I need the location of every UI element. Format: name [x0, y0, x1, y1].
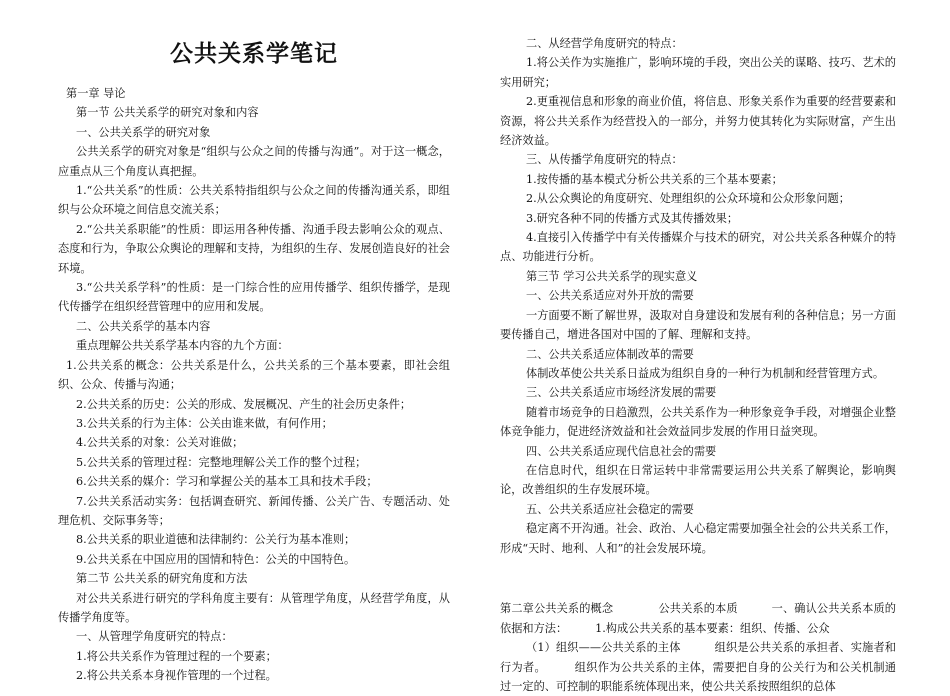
text-paragraph: 5.公共关系的管理过程：完整地理解公关工作的整个过程；	[76, 455, 367, 469]
text-paragraph: 四、公共关系适应现代信息社会的需要	[526, 444, 717, 458]
text-paragraph: 第二节 公共关系的研究角度和方法	[76, 572, 248, 586]
right-column	[500, 0, 896, 696]
text-paragraph: 2.将公共关系本身视作管理的一个过程。	[76, 669, 277, 683]
right-column-text	[500, 34, 896, 696]
text-paragraph: 对公共关系进行研究的学科角度主要有：从管理学角度，从经营学角度，从传播学角度等。	[58, 591, 450, 624]
text-paragraph: 一、公共关系适应对外开放的需要	[526, 289, 694, 303]
text-paragraph: 7.公共关系活动实务：包括调查研究、新闻传播、公关广告、专题活动、处理危机、交际事务等；	[58, 494, 450, 527]
text-paragraph: 公共关系学的研究对象是“组织与公众之间的传播与沟通”。对于这一概念，应重点从三个角度认真把握。	[58, 145, 450, 178]
text-paragraph: 2.“公共关系职能”的性质：即运用各种传播、沟通手段去影响公众的观点、态度和行为，争取公众舆论的理解和支持，为组织的生存、发展创造良好的社会环境。	[58, 222, 450, 275]
text-paragraph: 1.“公共关系”的性质：公共关系特指组织与公众之间的传播沟通关系，即组织与公众环境之间信息交流关系；	[58, 184, 450, 217]
text-paragraph: 二、公共关系适应体制改革的需要	[526, 347, 694, 361]
text-paragraph: 1.按传播的基本模式分析公共关系的三个基本要素；	[526, 172, 783, 186]
text-paragraph: 8.公共关系的职业道德和法律制约：公关行为基本准则；	[76, 533, 356, 547]
text-paragraph: 一、从管理学角度研究的特点：	[76, 630, 233, 644]
text-paragraph: 一方面要不断了解世界，汲取对自身建设和发展有利的各种信息；另一方面要传播自己，增进各国对中国的了解、理解和支持。	[500, 308, 896, 342]
text-paragraph: 9.公共关系在中国应用的国情和特色：公关的中国特色。	[76, 552, 356, 566]
text-paragraph: 三、公共关系适应市场经济发展的需要	[526, 386, 717, 400]
text-paragraph: 2.更重视信息和形象的商业价值，将信息、形象关系作为重要的经营要素和资源，将公共关系作为经营投入的一部分，并努力使其转化为实际财富，产生出经济效益。	[500, 95, 896, 148]
left-column-text	[58, 84, 450, 686]
text-paragraph: 在信息时代，组织在日常运转中非常需要运用公共关系了解舆论，影响舆论，改善组织的生存发展环境。	[500, 463, 896, 497]
paragraph-spacer	[500, 569, 896, 588]
text-paragraph: 第三节 学习公共关系学的现实意义	[526, 269, 698, 283]
text-paragraph: 三、从传播学角度研究的特点：	[526, 153, 683, 167]
text-paragraph: 2.公共关系的历史：公关的形成、发展概况、产生的社会历史条件；	[76, 397, 412, 411]
text-paragraph: 1.公共关系的概念：公共关系是什么，公共关系的三个基本要素，即社会组织、公众、传播与沟通；	[58, 358, 450, 392]
text-paragraph: 第二章公共关系的概念 公共关系的本质 一、确认公共关系本质的依据和方法： 1.构成公共关系的基本要素：组织、传播、公众	[500, 602, 896, 635]
text-paragraph: 4.公共关系的对象：公关对谁做；	[76, 436, 244, 450]
text-paragraph: 4.直接引入传播学中有关传播媒介与技术的研究，对公共关系各种媒介的特点、功能进行分析。	[500, 231, 896, 264]
text-paragraph: 第一章 导论	[66, 87, 126, 100]
text-paragraph: 五、公共关系适应社会稳定的需要	[526, 502, 694, 516]
text-paragraph: 二、从经营学角度研究的特点：	[526, 37, 683, 50]
text-paragraph: 3.公共关系的行为主体：公关由谁来做，有何作用；	[76, 416, 333, 430]
text-paragraph: 3.“公共关系学科”的性质：是一门综合性的应用传播学、组织传播学，是现代传播学在组织经营管理中的应用和发展。	[58, 281, 450, 314]
text-paragraph: 二、公共关系学的基本内容	[76, 319, 211, 333]
text-paragraph: 1.将公关作为实施推广，影响环境的手段，突出公关的谋略、技巧、艺术的实用研究；	[500, 56, 896, 89]
text-paragraph: 1.将公共关系作为管理过程的一个要素；	[76, 649, 277, 663]
left-column	[58, 0, 450, 686]
text-paragraph: 6.公共关系的媒介：学习和掌握公关的基本工具和技术手段；	[76, 475, 378, 489]
text-paragraph: （1）组织——公共关系的主体 组织是公共关系的承担者、实施者和行为者。 组织作为公共关系的主体，需要把自身的公关行为和公关机制通过一定的、可控制的职能系统体现出来，使公共关系按照组织的总体	[500, 641, 896, 693]
text-paragraph: 重点理解公共关系学基本内容的九个方面：	[76, 339, 289, 353]
text-paragraph: 稳定离不开沟通。社会、政治、人心稳定需要加强全社会的公共关系工作，形成“天时、地利、人和”的社会发展环境。	[500, 522, 896, 555]
text-paragraph: 随着市场竞争的日趋激烈，公共关系作为一种形象竞争手段，对增强企业整体竞争能力，促进经济效益和社会效益同步发展的作用日益突现。	[500, 405, 896, 439]
text-paragraph: 第一节 公共关系学的研究对象和内容	[76, 106, 259, 120]
text-paragraph: 一、公共关系学的研究对象	[76, 125, 211, 139]
text-paragraph: 体制改革使公共关系日益成为组织自身的一种行为机制和经营管理方式。	[526, 366, 885, 380]
text-paragraph: 3.研究各种不同的传播方式及其传播效果；	[526, 211, 739, 225]
text-paragraph: 2.从公众舆论的角度研究、处理组织的公众环境和公众形象问题；	[526, 192, 850, 206]
page-title: 公共关系学笔记	[170, 41, 338, 67]
